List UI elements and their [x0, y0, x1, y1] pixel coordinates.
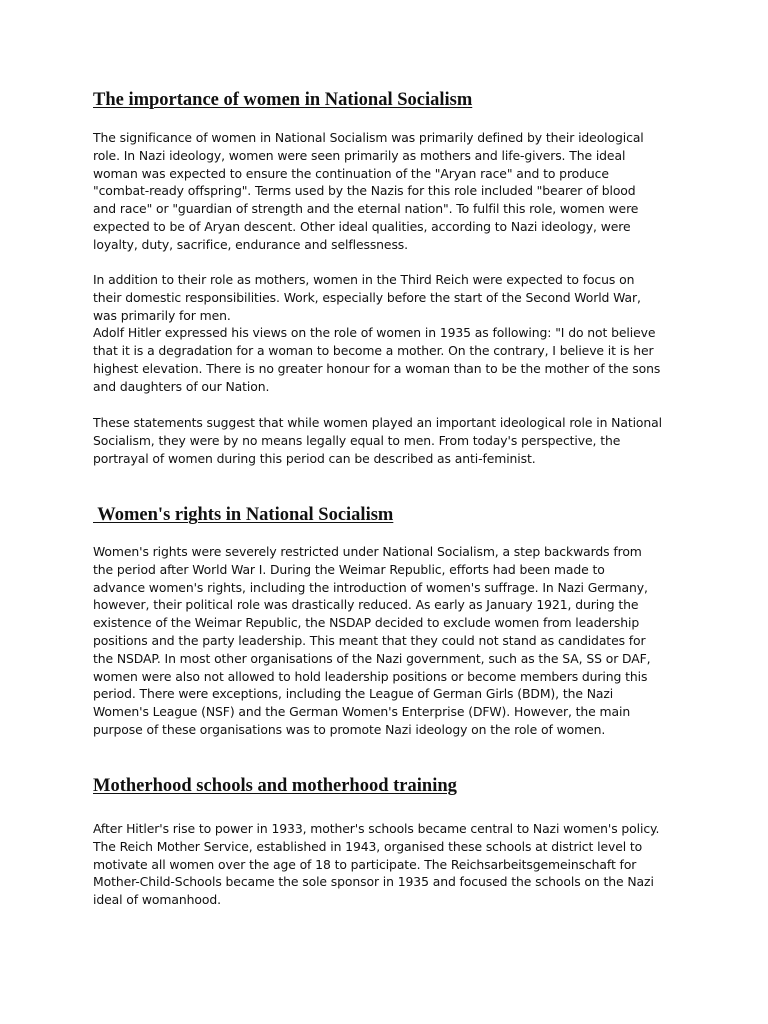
text-line: The Reich Mother Service, established in 1943, organised these schools at district level to: [93, 838, 643, 854]
text-line: Adolf Hitler expressed his views on the role of women in 1935 as following: "I do not believe: [93, 325, 656, 341]
text-line: the period after World War I. During the Weimar Republic, efforts had been made to: [93, 561, 605, 577]
text-line: and race" or "guardian of strength and the eternal nation". To fulfil this role, women were: [93, 201, 639, 217]
text-line: Mother-Child-Schools became the sole sponsor in 1935 and focused the schools on the Nazi: [93, 874, 654, 890]
text-line: ideal of womanhood.: [93, 892, 221, 908]
text-line: their domestic responsibilities. Work, especially before the start of the Second World War,: [93, 289, 641, 305]
text-line: role. In Nazi ideology, women were seen primarily as mothers and life-givers. The ideal: [93, 147, 626, 163]
text-line: period. There were exceptions, including the League of German Girls (BDM), the Nazi: [93, 686, 614, 702]
text-line: however, their political role was drastically reduced. As early as January 1921, during the: [93, 597, 639, 613]
text-line: woman was expected to ensure the continuation of the "Aryan race" and to produce: [93, 165, 609, 181]
text-line: "combat-ready offspring". Terms used by the Nazis for this role included "bearer of blood: [93, 183, 636, 199]
text-line: After Hitler's rise to power in 1933, mother's schools became central to Nazi women's policy.: [93, 821, 660, 836]
section-heading-importance: The importance of women in National Socialism: [93, 90, 473, 110]
text-line: the NSDAP. In most other organisations of the Nazi government, such as the SA, SS or DAF,: [93, 650, 651, 666]
text-line: advance women's rights, including the introduction of women's suffrage. In Nazi Germany,: [93, 579, 648, 595]
paragraph-womens-rights: [93, 543, 683, 739]
text-line: motivate all women over the age of 18 to participate. The Reichsarbeitsgemeinschaft for: [93, 856, 637, 872]
text-line: loyalty, duty, sacrifice, endurance and selflessness.: [93, 236, 409, 252]
text-line: existence of the Weimar Republic, the NSDAP decided to exclude women from leadership: [93, 615, 640, 631]
paragraph-motherhood-schools: [93, 820, 683, 909]
text-line: positions and the party leadership. This meant that they could not stand as candidates for: [93, 632, 646, 648]
paragraph-conclusion: [93, 414, 683, 467]
text-line: Women's rights were severely restricted under National Socialism, a step backwards from: [93, 544, 642, 559]
text-line: expected to be of Aryan descent. Other ideal qualities, according to Nazi ideology, were: [93, 218, 631, 234]
paragraph-significance: [93, 129, 683, 254]
text-line: purpose of these organisations was to promote Nazi ideology on the role of women.: [93, 721, 606, 737]
text-line: These statements suggest that while women played an important ideological role in National: [93, 415, 662, 430]
section-heading-womens-rights: Women's rights in National Socialism: [93, 505, 394, 525]
text-line: The significance of women in National Socialism was primarily defined by their ideological: [93, 130, 644, 145]
text-line: portrayal of women during this period can be described as anti-feminist.: [93, 450, 536, 466]
text-line: Women's League (NSF) and the German Women's Enterprise (DFW). However, the main: [93, 704, 631, 720]
section-heading-motherhood-schools: Motherhood schools and motherhood training: [93, 776, 457, 796]
text-line: Socialism, they were by no means legally equal to men. From today's perspective, the: [93, 432, 621, 448]
paragraph-domestic-role: [93, 271, 683, 396]
text-line: In addition to their role as mothers, women in the Third Reich were expected to focus on: [93, 272, 635, 287]
text-line: highest elevation. There is no greater honour for a woman than to be the mother of the sons: [93, 360, 661, 376]
text-line: was primarily for men.: [93, 307, 231, 323]
text-line: that it is a degradation for a woman to become a mother. On the contrary, I believe it is her: [93, 343, 654, 359]
text-line: women were also not allowed to hold leadership positions or become members during this: [93, 668, 648, 684]
text-line: and daughters of our Nation.: [93, 378, 270, 394]
